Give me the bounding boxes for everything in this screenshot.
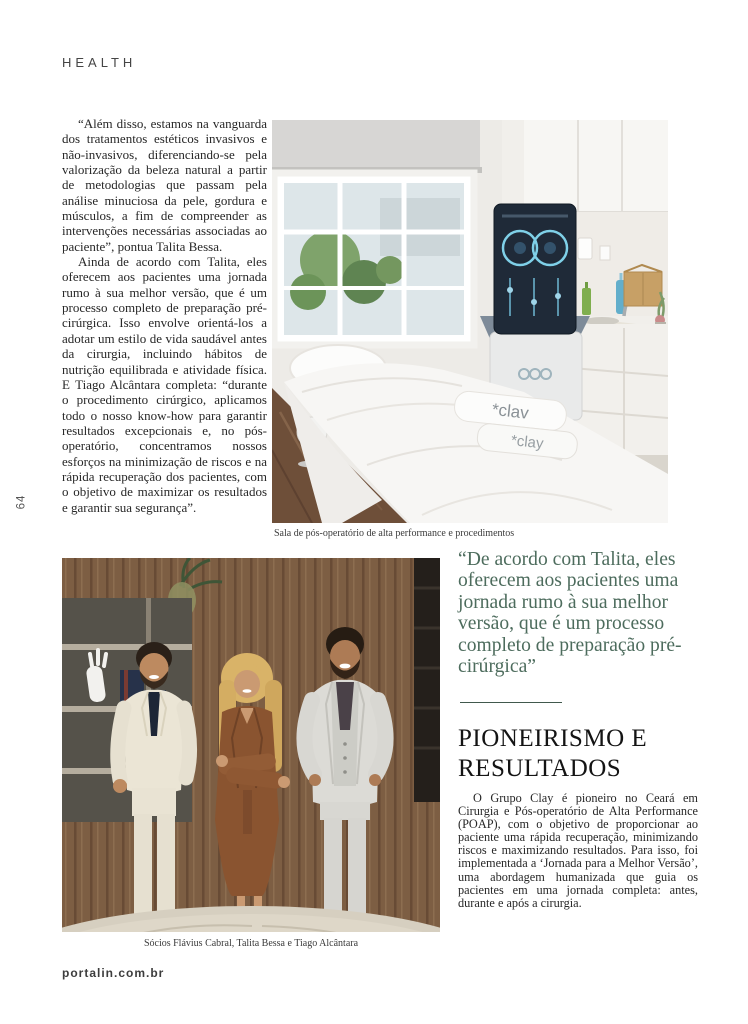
page-number: 64 [15, 494, 28, 510]
window-blinds [414, 558, 440, 802]
upper-cabinets [524, 120, 668, 212]
clinic-room-illustration [272, 120, 668, 523]
body-paragraph: Ainda de acordo com Talita, eles oferecem aos pacientes uma jornada rumo à sua melhor versão, que é um processo completo de preparação pré-cirúrgica. Isso envolve orientá-los a adotar um estilo de vida saudável antes da cirurgia, incluindo hábitos de nutrição equilibrada e atividade física. E Tiago Alcântara completa: “durante o procedimento cirúrgico, aplicamos todo o nosso know-how para garantir resultados excepcionais e, no pós-operatório, concentramos nossos esforços na minimização de riscos e na rápida recuperação dos pacientes, com o objetivo de maximizar os resultados e garantir sua segurança”. [62, 254, 267, 515]
team-photo [62, 558, 440, 932]
pull-quote: “De acordo com Talita, eles oferecem aos pacientes uma jornada rumo à sua melhor versão, que é um processo completo de preparação pré-cirúrgica” [458, 549, 682, 678]
soap-dispenser [578, 238, 592, 259]
footer-url: portalin.com.br [62, 966, 165, 980]
section-body [458, 792, 698, 910]
clinic-room-photo [272, 120, 668, 523]
section-title: PIONEIRISMO E RESULTADOS [458, 725, 648, 782]
green-bottle [582, 288, 591, 315]
sink [585, 317, 619, 325]
towel-label-bottom: *clay [510, 432, 545, 453]
body-paragraph: O Grupo Clay é pioneiro no Ceará em Cirurgia e Pós-operatório de Alta Performance (POAP), com o objetivo de proporcionar ao paciente uma rápida recuperação, minimizando riscos e maximizando resultados. Para isso, foi implementada a ‘Jornada para a Melhor Versão’, uma abordagem humanizada que guia os pacientes em uma jornada completa: antes, durante e após a cirurgia. [458, 791, 698, 910]
towel-label-top: *clav [491, 399, 530, 423]
body-paragraph: “Além disso, estamos na vanguarda dos tratamentos estéticos invasivos e não-invasivos, diferenciando-se pela valorização da beleza natural a partir de metodologias que passam pela análise minuciosa da pele, gordura e músculos, a fim de compreender as intervenções necessárias associadas ao paciente”, pontua Talita Bessa. [62, 116, 267, 254]
quote-divider [460, 702, 562, 703]
section-masthead: HEALTH [62, 55, 137, 70]
team-illustration [62, 558, 440, 932]
left-text-column [62, 116, 267, 515]
clinic-photo-caption: Sala de pós-operatório de alta performance e procedimentos [274, 528, 515, 539]
window [272, 120, 482, 345]
team-photo-caption: Sócios Flávius Cabral, Talita Bessa e Tiago Alcântara [143, 938, 359, 949]
